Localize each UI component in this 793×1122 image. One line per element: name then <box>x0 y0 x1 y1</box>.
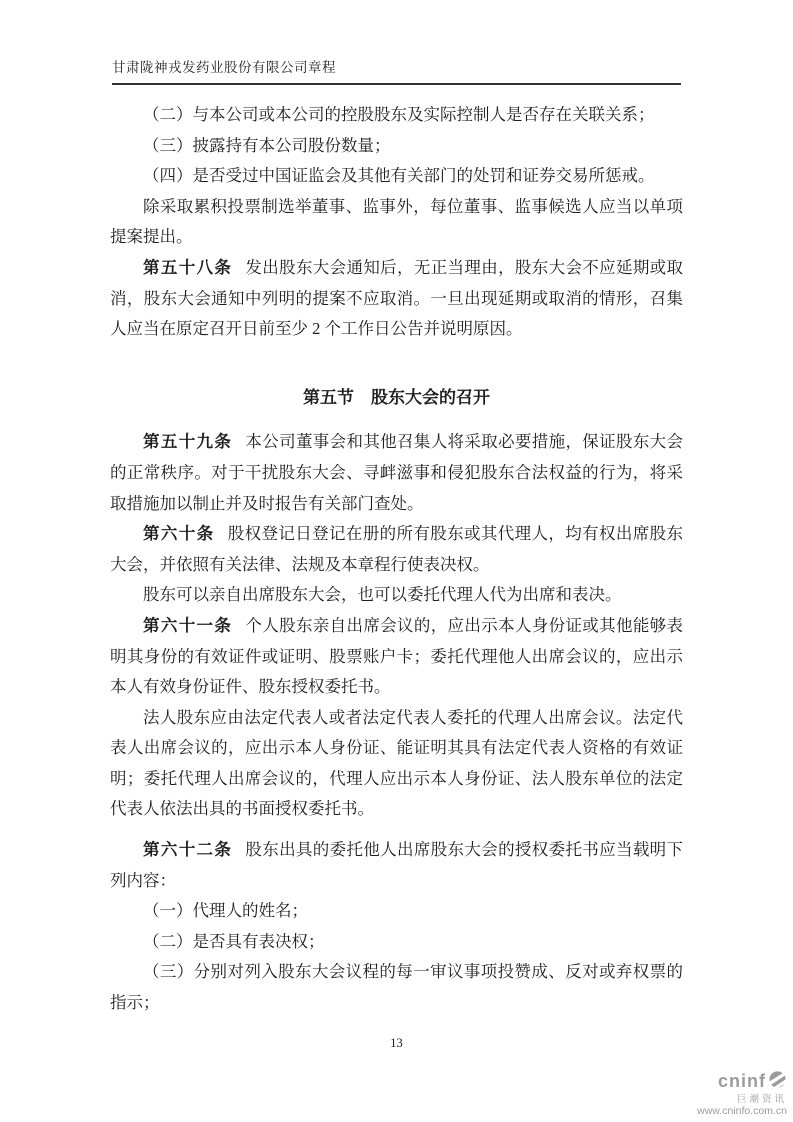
paragraph <box>110 131 683 162</box>
paragraph-text: 个人股东亲自出席会议的，应出示本人身份证或其他能够表明其身份的有效证件或证明、股票账户卡；委托代理他人出席会议的，应出示本人有效身份证件、股东授权委托书。 <box>110 615 683 697</box>
cninfo-swirl-icon <box>768 1070 787 1094</box>
paragraph <box>110 100 683 131</box>
article-number: 第五十九条 <box>143 432 233 452</box>
article-number: 第六十条 <box>143 524 215 544</box>
paragraph-article-59 <box>110 427 683 519</box>
cninfo-url: www.cninfo.com.cn <box>697 1105 787 1118</box>
paragraph-text: 除采取累积投票制选举董事、监事外，每位董事、监事候选人应当以单项提案提出。 <box>110 196 683 247</box>
paragraph-text: 股东出具的委托他人出席股东大会的授权委托书应当载明下列内容： <box>110 840 683 890</box>
document-body <box>110 100 683 1019</box>
document-title: 甘肃陇神戎发药业股份有限公司章程 <box>112 60 336 75</box>
paragraph-text: 发出股东大会通知后，无正当理由，股东大会不应延期或取消，股东大会通知中列明的提案不应取消。一旦出现延期或取消的情形，召集人应当在原定召开日前至少 2 个工作日公告并说明原因。 <box>110 257 683 339</box>
article-number: 第五十八条 <box>143 257 233 277</box>
paragraph-text: （二）与本公司或本公司的控股股东及实际控制人是否存在关联关系； <box>143 105 655 124</box>
section-heading: 第五节 股东大会的召开 <box>303 387 490 407</box>
paragraph-text: （三）披露持有本公司股份数量； <box>143 135 391 155</box>
cninfo-subtitle: 巨潮资讯 <box>736 1093 787 1105</box>
paragraph-text: 法人股东应由法定代表人或者法定代表人委托的代理人出席会议。法定代表人出席会议的，应出示本人身份证、能证明其具有法定代表人资格的有效证明；委托代理人出席会议的，代理人应出示本人身份证、法人股东单位的法定代表人依法出具的书面授权委托书。 <box>110 707 683 819</box>
paragraph <box>110 161 683 192</box>
paragraph-text: （三）分别对列入股东大会议程的每一审议事项投赞成、反对或弃权票的指示； <box>110 962 683 1013</box>
paragraph <box>110 192 683 253</box>
paragraph-text: 股东可以亲自出席股东大会，也可以委托代理人代为出席和表决。 <box>143 585 622 605</box>
paragraph-article-62 <box>110 835 683 896</box>
paragraph <box>110 580 683 611</box>
paragraph-article-58 <box>110 253 683 345</box>
cninfo-brand-text: cninf <box>718 1070 766 1091</box>
paragraph <box>110 957 683 1018</box>
paragraph <box>110 927 683 958</box>
cninfo-logo <box>697 1070 787 1118</box>
paragraph-text: 本公司董事会和其他召集人将采取必要措施，保证股东大会的正常秩序。对于干扰股东大会、寻衅滋事和侵犯股东合法权益的行为，将采取措施加以制止并及时报告有关部门查处。 <box>110 432 683 513</box>
paragraph-article-61 <box>110 611 683 703</box>
paragraph-text: （二）是否具有表决权； <box>143 931 325 951</box>
paragraph <box>110 896 683 927</box>
page-number: 13 <box>390 1036 403 1050</box>
page-header <box>112 56 681 85</box>
paragraph-article-60 <box>110 519 683 580</box>
article-number: 第六十二条 <box>143 840 233 860</box>
article-number: 第六十一条 <box>143 615 233 635</box>
paragraph <box>110 703 683 825</box>
paragraph-text: （一）代理人的姓名； <box>143 901 308 921</box>
paragraph-text: （四）是否受过中国证监会及其他有关部门的处罚和证券交易所惩戒。 <box>143 166 655 186</box>
paragraph-text: 股权登记日登记在册的所有股东或其代理人，均有权出席股东大会，并依照有关法律、法规及本章程行使表决权。 <box>110 524 684 574</box>
